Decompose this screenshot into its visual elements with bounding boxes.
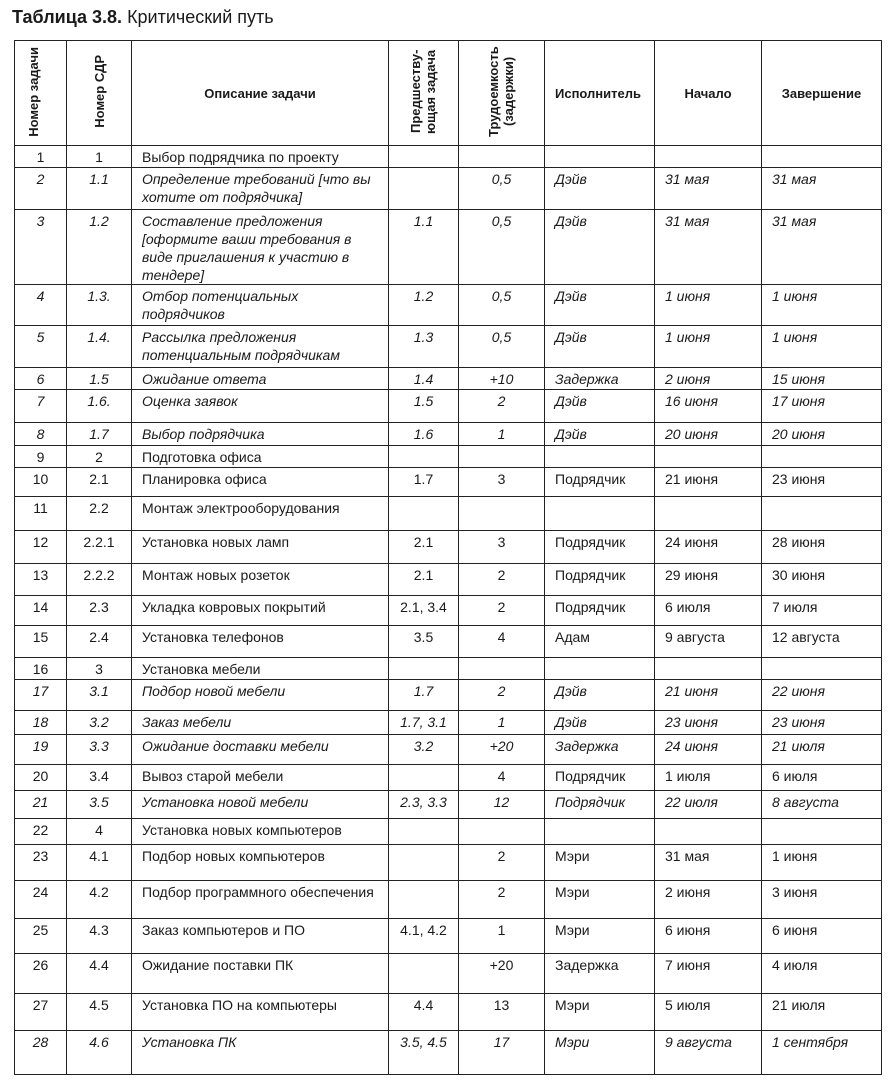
cell-executor: Дэйв [545,423,655,446]
table-row [15,210,882,285]
cell-wbs-no: 3 [67,658,132,680]
cell-description: Заказ мебели [132,711,389,735]
table-row [15,919,882,954]
header-start: Начало [655,41,762,146]
cell-wbs-no: 3.2 [67,711,132,735]
cell-task-no: 22 [15,819,67,845]
cell-task-no: 16 [15,658,67,680]
cell-wbs-no: 2.3 [67,596,132,626]
cell-end: 17 июня [762,390,882,423]
cell-wbs-no: 1.6. [67,390,132,423]
table-row [15,531,882,564]
cell-end: 28 июня [762,531,882,564]
header-wbs-no: Номер СДР [67,41,132,146]
cell-description: Выбор подрядчика [132,423,389,446]
cell-wbs-no: 1 [67,146,132,168]
cell-task-no: 3 [15,210,67,285]
cell-start: 20 июня [655,423,762,446]
cell-executor: Задержка [545,368,655,390]
cell-executor [545,146,655,168]
cell-description: Подбор новой мебели [132,680,389,711]
cell-effort: +20 [459,735,545,765]
cell-end [762,658,882,680]
cell-wbs-no: 2.2.1 [67,531,132,564]
cell-end: 1 июня [762,845,882,881]
table-caption [12,7,274,28]
cell-task-no: 6 [15,368,67,390]
cell-description: Монтаж электрооборудования [132,497,389,531]
cell-effort: 2 [459,390,545,423]
cell-effort: 4 [459,626,545,658]
table-number: Таблица 3.8. [12,7,123,27]
table-row [15,596,882,626]
cell-start: 21 июня [655,468,762,497]
cell-effort: +20 [459,954,545,994]
cell-predecessor [389,168,459,210]
cell-start: 7 июня [655,954,762,994]
cell-start [655,658,762,680]
cell-description: Укладка ковровых покрытий [132,596,389,626]
table-row [15,711,882,735]
table-row [15,819,882,845]
cell-executor: Адам [545,626,655,658]
cell-task-no: 24 [15,881,67,919]
cell-end: 21 июля [762,994,882,1031]
cell-executor: Мэри [545,845,655,881]
table-row [15,446,882,468]
cell-effort: 2 [459,564,545,596]
cell-task-no: 10 [15,468,67,497]
cell-end: 22 июня [762,680,882,711]
cell-start: 31 мая [655,845,762,881]
cell-predecessor: 2.1 [389,531,459,564]
cell-start: 1 июня [655,285,762,326]
cell-effort [459,446,545,468]
header-executor: Исполнитель [545,41,655,146]
cell-wbs-no: 3.5 [67,791,132,819]
cell-executor: Мэри [545,1031,655,1075]
cell-effort [459,497,545,531]
cell-executor [545,446,655,468]
cell-end [762,446,882,468]
cell-task-no: 2 [15,168,67,210]
cell-start: 24 июня [655,531,762,564]
cell-task-no: 19 [15,735,67,765]
cell-end [762,497,882,531]
cell-start [655,146,762,168]
cell-effort: 0,5 [459,210,545,285]
cell-description: Планировка офиса [132,468,389,497]
cell-predecessor [389,845,459,881]
cell-effort: +10 [459,368,545,390]
cell-effort [459,146,545,168]
cell-wbs-no: 4.5 [67,994,132,1031]
cell-predecessor: 1.7, 3.1 [389,711,459,735]
cell-executor: Мэри [545,881,655,919]
cell-description: Оценка заявок [132,390,389,423]
table-row [15,791,882,819]
cell-description: Подбор новых компьютеров [132,845,389,881]
cell-effort: 12 [459,791,545,819]
cell-predecessor [389,819,459,845]
cell-predecessor: 1.1 [389,210,459,285]
cell-end: 6 июня [762,919,882,954]
cell-wbs-no: 1.2 [67,210,132,285]
cell-description: Установка новых ламп [132,531,389,564]
header-description: Описание задачи [132,41,389,146]
cell-task-no: 11 [15,497,67,531]
cell-wbs-no: 2.1 [67,468,132,497]
cell-predecessor: 1.7 [389,468,459,497]
cell-executor: Задержка [545,735,655,765]
cell-start: 6 июля [655,596,762,626]
cell-predecessor: 3.5 [389,626,459,658]
cell-start: 9 августа [655,1031,762,1075]
cell-wbs-no: 2.2 [67,497,132,531]
cell-effort: 3 [459,468,545,497]
cell-task-no: 20 [15,765,67,791]
table-body [15,146,882,1075]
cell-description: Вывоз старой мебели [132,765,389,791]
cell-effort: 2 [459,845,545,881]
cell-description: Установка ПК [132,1031,389,1075]
table-row [15,497,882,531]
cell-end: 7 июля [762,596,882,626]
cell-start: 29 июня [655,564,762,596]
cell-task-no: 26 [15,954,67,994]
cell-effort: 1 [459,919,545,954]
table-row [15,146,882,168]
cell-description: Заказ компьютеров и ПО [132,919,389,954]
cell-executor: Мэри [545,994,655,1031]
cell-effort: 4 [459,765,545,791]
cell-wbs-no: 1.1 [67,168,132,210]
cell-start: 1 июня [655,326,762,368]
cell-description: Подбор программного обеспечения [132,881,389,919]
cell-predecessor [389,146,459,168]
cell-description: Определение требований [что вы хотите от подрядчика] [132,168,389,210]
cell-executor: Подрядчик [545,791,655,819]
cell-executor: Подрядчик [545,564,655,596]
cell-wbs-no: 1.7 [67,423,132,446]
cell-predecessor [389,954,459,994]
cell-effort: 2 [459,596,545,626]
cell-effort: 2 [459,881,545,919]
cell-description: Отбор потенциальных подрядчиков [132,285,389,326]
cell-predecessor: 1.3 [389,326,459,368]
cell-end: 1 июня [762,285,882,326]
cell-executor: Дэйв [545,390,655,423]
cell-end: 31 мая [762,210,882,285]
cell-start: 23 июня [655,711,762,735]
cell-predecessor [389,497,459,531]
cell-description: Установка мебели [132,658,389,680]
cell-executor [545,819,655,845]
cell-wbs-no: 4.2 [67,881,132,919]
cell-executor [545,497,655,531]
cell-executor: Мэри [545,919,655,954]
cell-predecessor: 1.2 [389,285,459,326]
header-effort: Трудоемкость (задержки) [459,41,545,146]
table-row [15,954,882,994]
cell-description: Ожидание доставки мебели [132,735,389,765]
cell-description: Установка новых компьютеров [132,819,389,845]
cell-predecessor: 3.2 [389,735,459,765]
cell-wbs-no: 2.2.2 [67,564,132,596]
cell-task-no: 27 [15,994,67,1031]
table-row [15,658,882,680]
cell-start: 31 мая [655,210,762,285]
table-row [15,735,882,765]
cell-task-no: 14 [15,596,67,626]
cell-predecessor: 3.5, 4.5 [389,1031,459,1075]
cell-end [762,146,882,168]
table-row [15,626,882,658]
cell-effort: 0,5 [459,168,545,210]
cell-task-no: 13 [15,564,67,596]
cell-description: Установка телефонов [132,626,389,658]
cell-predecessor: 2.1, 3.4 [389,596,459,626]
cell-description: Установка новой мебели [132,791,389,819]
cell-executor: Дэйв [545,285,655,326]
cell-predecessor: 1.5 [389,390,459,423]
table-row [15,564,882,596]
cell-task-no: 9 [15,446,67,468]
cell-start: 31 мая [655,168,762,210]
cell-end: 8 августа [762,791,882,819]
header-end: Завершение [762,41,882,146]
cell-predecessor [389,658,459,680]
cell-wbs-no: 1.3. [67,285,132,326]
cell-effort: 17 [459,1031,545,1075]
cell-wbs-no: 4.6 [67,1031,132,1075]
cell-end [762,819,882,845]
cell-predecessor [389,765,459,791]
cell-start [655,497,762,531]
cell-end: 6 июля [762,765,882,791]
cell-end: 23 июня [762,711,882,735]
cell-executor: Задержка [545,954,655,994]
cell-wbs-no: 1.5 [67,368,132,390]
cell-end: 15 июня [762,368,882,390]
cell-wbs-no: 3.4 [67,765,132,791]
cell-predecessor: 1.4 [389,368,459,390]
cell-task-no: 15 [15,626,67,658]
cell-end: 12 августа [762,626,882,658]
cell-description: Ожидание поставки ПК [132,954,389,994]
cell-start [655,446,762,468]
cell-task-no: 1 [15,146,67,168]
cell-wbs-no: 4.3 [67,919,132,954]
header-predecessor: Предшеству-ющая задача [389,41,459,146]
cell-start: 2 июня [655,368,762,390]
cell-start: 16 июня [655,390,762,423]
critical-path-table [14,40,882,1075]
cell-executor: Подрядчик [545,596,655,626]
cell-description: Подготовка офиса [132,446,389,468]
cell-effort [459,658,545,680]
cell-description: Составление предложения [оформите ваши требования в виде приглашения к участию в тендере] [132,210,389,285]
table-row [15,680,882,711]
cell-effort: 0,5 [459,326,545,368]
header-row [15,41,882,146]
cell-effort: 3 [459,531,545,564]
cell-wbs-no: 4.1 [67,845,132,881]
cell-end: 31 мая [762,168,882,210]
cell-predecessor: 2.3, 3.3 [389,791,459,819]
cell-end: 1 июня [762,326,882,368]
cell-executor: Дэйв [545,711,655,735]
cell-wbs-no: 4.4 [67,954,132,994]
cell-end: 3 июня [762,881,882,919]
cell-end: 23 июня [762,468,882,497]
cell-start: 21 июня [655,680,762,711]
cell-wbs-no: 3.1 [67,680,132,711]
cell-task-no: 25 [15,919,67,954]
table-row [15,765,882,791]
table-row [15,168,882,210]
table-row [15,285,882,326]
cell-wbs-no: 2 [67,446,132,468]
cell-wbs-no: 3.3 [67,735,132,765]
cell-effort: 13 [459,994,545,1031]
cell-effort: 0,5 [459,285,545,326]
table-row [15,1031,882,1075]
table-title: Критический путь [122,7,274,27]
cell-wbs-no: 4 [67,819,132,845]
cell-predecessor [389,446,459,468]
cell-start: 9 августа [655,626,762,658]
table-row [15,368,882,390]
cell-effort: 1 [459,711,545,735]
cell-wbs-no: 2.4 [67,626,132,658]
cell-executor: Дэйв [545,680,655,711]
table-row [15,881,882,919]
cell-description: Установка ПО на компьютеры [132,994,389,1031]
cell-start [655,819,762,845]
cell-end: 21 июля [762,735,882,765]
cell-end: 1 сентября [762,1031,882,1075]
cell-effort [459,819,545,845]
cell-predecessor: 1.7 [389,680,459,711]
cell-task-no: 8 [15,423,67,446]
cell-task-no: 23 [15,845,67,881]
header-task-no: Номер задачи [15,41,67,146]
cell-task-no: 21 [15,791,67,819]
table-row [15,423,882,446]
cell-start: 1 июля [655,765,762,791]
cell-description: Выбор подрядчика по проекту [132,146,389,168]
cell-task-no: 7 [15,390,67,423]
cell-task-no: 18 [15,711,67,735]
cell-task-no: 5 [15,326,67,368]
cell-description: Рассылка предложения потенциальным подрядчикам [132,326,389,368]
cell-start: 22 июля [655,791,762,819]
cell-predecessor: 2.1 [389,564,459,596]
cell-task-no: 12 [15,531,67,564]
table-row [15,326,882,368]
cell-start: 24 июня [655,735,762,765]
cell-executor: Дэйв [545,168,655,210]
cell-task-no: 17 [15,680,67,711]
cell-end: 4 июля [762,954,882,994]
table-row [15,845,882,881]
cell-task-no: 28 [15,1031,67,1075]
cell-end: 30 июня [762,564,882,596]
cell-wbs-no: 1.4. [67,326,132,368]
cell-executor: Подрядчик [545,765,655,791]
cell-effort: 2 [459,680,545,711]
cell-predecessor: 1.6 [389,423,459,446]
cell-executor: Дэйв [545,326,655,368]
cell-start: 6 июня [655,919,762,954]
cell-predecessor [389,881,459,919]
cell-start: 5 июля [655,994,762,1031]
cell-effort: 1 [459,423,545,446]
cell-end: 20 июня [762,423,882,446]
cell-predecessor: 4.4 [389,994,459,1031]
table-row [15,468,882,497]
cell-executor [545,658,655,680]
cell-executor: Подрядчик [545,531,655,564]
cell-predecessor: 4.1, 4.2 [389,919,459,954]
cell-description: Ожидание ответа [132,368,389,390]
cell-executor: Подрядчик [545,468,655,497]
cell-description: Монтаж новых розеток [132,564,389,596]
table-row [15,390,882,423]
table-row [15,994,882,1031]
cell-start: 2 июня [655,881,762,919]
cell-task-no: 4 [15,285,67,326]
cell-executor: Дэйв [545,210,655,285]
